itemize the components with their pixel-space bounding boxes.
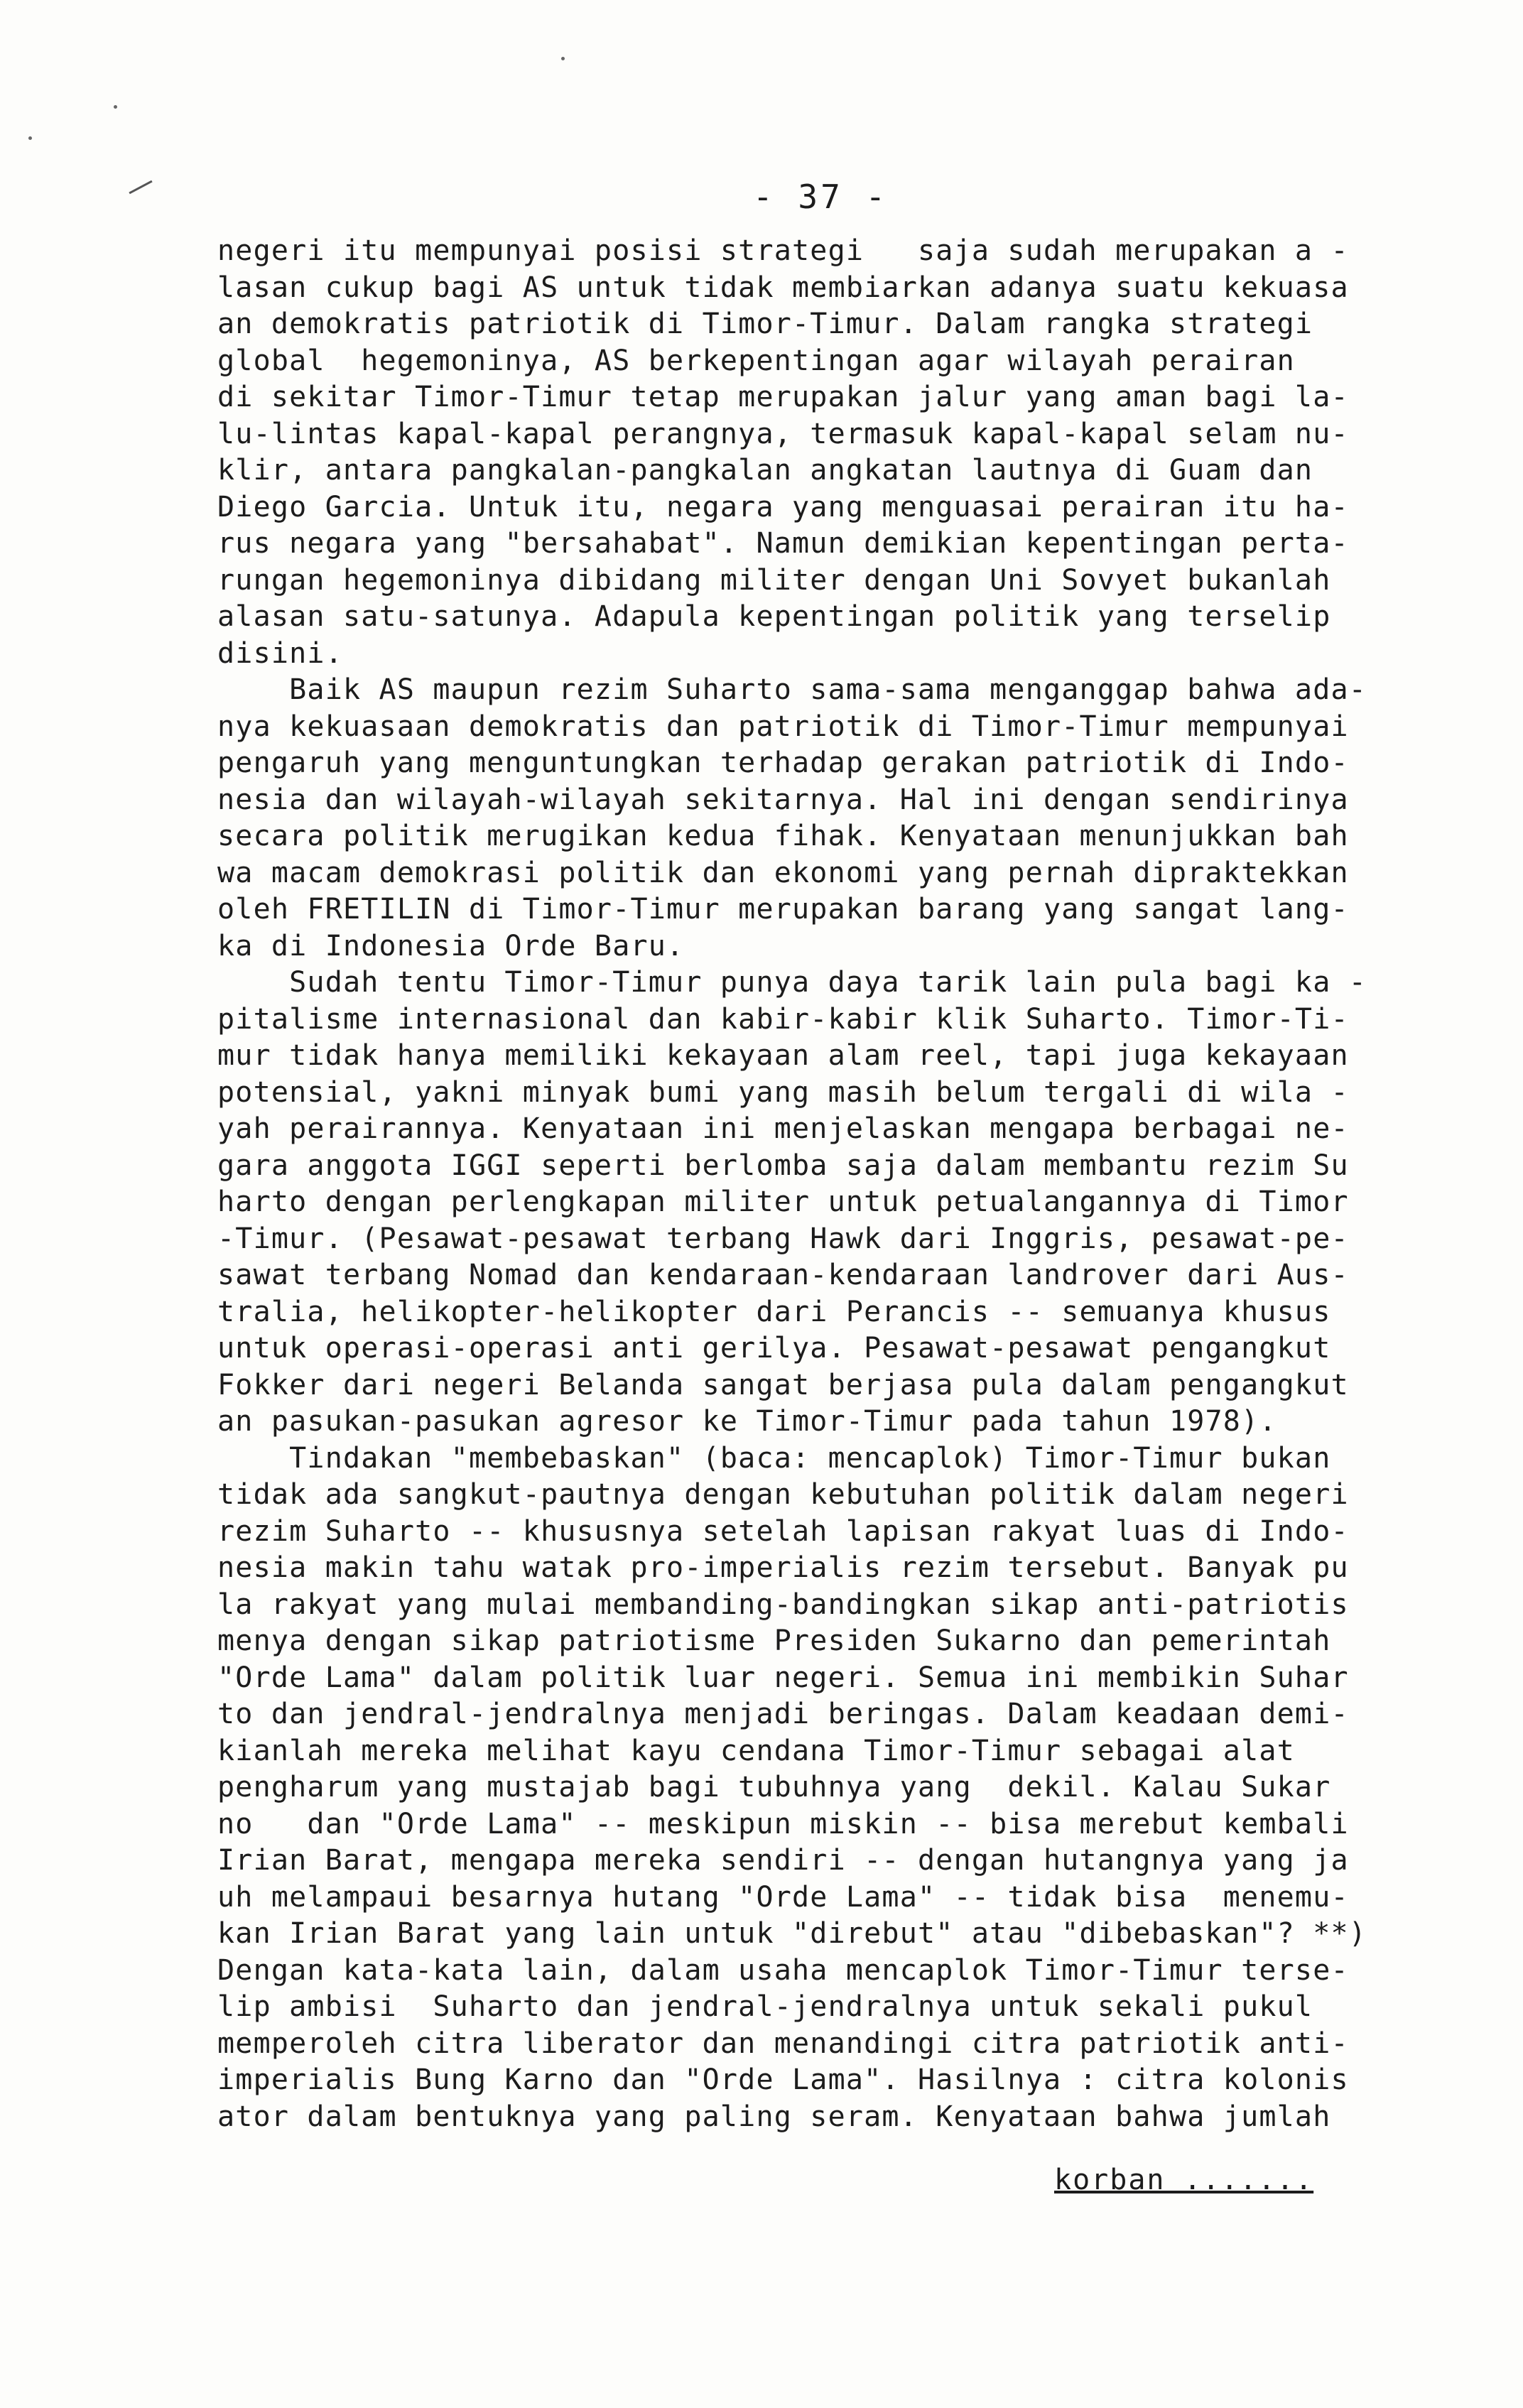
text-line: kan Irian Barat yang lain untuk "direbut" atau "dibebaskan"? **) bbox=[217, 1917, 1367, 1950]
text-line: tidak ada sangkut-pautnya dengan kebutuhan politik dalam negeri bbox=[217, 1478, 1349, 1511]
text-line: yah perairannya. Kenyataan ini menjelaskan mengapa berbagai ne- bbox=[217, 1112, 1349, 1145]
text-line: wa macam demokrasi politik dan ekonomi yang pernah dipraktekkan bbox=[217, 856, 1349, 889]
text-line: to dan jendral-jendralnya menjadi beringas. Dalam keadaan demi- bbox=[217, 1698, 1349, 1730]
text-line: oleh FRETILIN di Timor-Timur merupakan barang yang sangat lang- bbox=[217, 893, 1349, 926]
catchword: korban ....... bbox=[1054, 2164, 1314, 2196]
text-line: klir, antara pangkalan-pangkalan angkatan lautnya di Guam dan bbox=[217, 454, 1313, 487]
text-line: -Timur. (Pesawat-pesawat terbang Hawk dari Inggris, pesawat-pe- bbox=[217, 1222, 1349, 1255]
text-line: nya kekuasaan demokratis dan patriotik di Timor-Timur mempunyai bbox=[217, 710, 1349, 743]
text-line: Irian Barat, mengapa mereka sendiri -- dengan hutangnya yang ja bbox=[217, 1844, 1349, 1877]
scan-mark bbox=[129, 180, 152, 195]
text-line: di sekitar Timor-Timur tetap merupakan jalur yang aman bagi la- bbox=[217, 381, 1349, 413]
text-line: potensial, yakni minyak bumi yang masih belum tergali di wila - bbox=[217, 1075, 1349, 1109]
text-line: pengaruh yang menguntungkan terhadap gerakan patriotik di Indo- bbox=[217, 747, 1349, 779]
text-line: global hegemoninya, AS berkepentingan agar wilayah perairan bbox=[217, 344, 1295, 377]
text-line: menya dengan sikap patriotisme Presiden Sukarno dan pemerintah bbox=[217, 1625, 1331, 1657]
text-line: harto dengan perlengkapan militer untuk petualangannya di Timor bbox=[217, 1186, 1349, 1218]
scan-speck bbox=[561, 57, 565, 60]
text-line: Fokker dari negeri Belanda sangat berjasa pula dalam pengangkut bbox=[217, 1368, 1349, 1401]
text-line: la rakyat yang mulai membanding-bandingkan sikap anti-patriotis bbox=[217, 1588, 1349, 1621]
text-line: an pasukan-pasukan agresor ke Timor-Timur pada tahun 1978). bbox=[217, 1405, 1277, 1438]
scan-speck bbox=[114, 105, 117, 109]
text-line: disini. bbox=[217, 636, 343, 670]
text-line: alasan satu-satunya. Adapula kepentingan politik yang terselip bbox=[217, 600, 1331, 633]
text-line: ator dalam bentuknya yang paling seram. Kenyataan bahwa jumlah bbox=[217, 2100, 1331, 2133]
text-line: rus negara yang "bersahabat". Namun demikian kepentingan perta- bbox=[217, 527, 1349, 560]
text-line: "Orde Lama" dalam politik luar negeri. Semua ini membikin Suhar bbox=[217, 1661, 1349, 1694]
body-text bbox=[217, 233, 1382, 2135]
text-line: negeri itu mempunyai posisi strategi saja sudah merupakan a - bbox=[217, 234, 1349, 267]
text-line: lasan cukup bagi AS untuk tidak membiarkan adanya suatu kekuasa bbox=[217, 271, 1349, 304]
text-line: uh melampaui besarnya hutang "Orde Lama" -- tidak bisa menemu- bbox=[217, 1880, 1349, 1914]
text-line: mur tidak hanya memiliki kekayaan alam reel, tapi juga kekayaan bbox=[217, 1039, 1349, 1072]
text-line: rezim Suharto -- khususnya setelah lapisan rakyat luas di Indo- bbox=[217, 1514, 1349, 1548]
text-line: secara politik merugikan kedua fihak. Kenyataan menunjukkan bah bbox=[217, 820, 1349, 852]
text-line: an demokratis patriotik di Timor-Timur. Dalam rangka strategi bbox=[217, 308, 1313, 340]
text-line: sawat terbang Nomad dan kendaraan-kendaraan landrover dari Aus- bbox=[217, 1259, 1349, 1291]
text-line: lu-lintas kapal-kapal perangnya, termasuk kapal-kapal selam nu- bbox=[217, 417, 1349, 450]
text-line: Tindakan "membebaskan" (baca: mencaplok) Timor-Timur bukan bbox=[217, 1441, 1331, 1475]
scan-speck bbox=[28, 136, 32, 140]
text-line: pitalisme internasional dan kabir-kabir klik Suharto. Timor-Ti- bbox=[217, 1002, 1349, 1036]
text-line: Dengan kata-kata lain, dalam usaha mencaplok Timor-Timur terse- bbox=[217, 1953, 1349, 1987]
text-line: tralia, helikopter-helikopter dari Perancis -- semuanya khusus bbox=[217, 1295, 1331, 1328]
page-number: - 37 - bbox=[753, 178, 889, 216]
text-line: pengharum yang mustajab bagi tubuhnya yang dekil. Kalau Sukar bbox=[217, 1771, 1331, 1804]
text-line: Sudah tentu Timor-Timur punya daya tarik lain pula bagi ka - bbox=[217, 966, 1367, 999]
text-line: nesia makin tahu watak pro-imperialis rezim tersebut. Banyak pu bbox=[217, 1551, 1349, 1584]
text-line: lip ambisi Suharto dan jendral-jendralnya untuk sekali pukul bbox=[217, 1990, 1313, 2023]
text-line: gara anggota IGGI seperti berlomba saja dalam membantu rezim Su bbox=[217, 1149, 1349, 1182]
text-line: Diego Garcia. Untuk itu, negara yang menguasai perairan itu ha- bbox=[217, 490, 1349, 524]
text-line: rungan hegemoninya dibidang militer dengan Uni Sovyet bukanlah bbox=[217, 563, 1331, 597]
text-line: nesia dan wilayah-wilayah sekitarnya. Hal ini dengan sendirinya bbox=[217, 783, 1349, 816]
text-line: no dan "Orde Lama" -- meskipun miskin -- bisa merebut kembali bbox=[217, 1807, 1349, 1840]
text-line: ka di Indonesia Orde Baru. bbox=[217, 929, 685, 962]
text-line: untuk operasi-operasi anti gerilya. Pesawat-pesawat pengangkut bbox=[217, 1332, 1331, 1365]
text-line: Baik AS maupun rezim Suharto sama-sama menganggap bahwa ada- bbox=[217, 673, 1367, 706]
text-line: imperialis Bung Karno dan "Orde Lama". Hasilnya : citra kolonis bbox=[217, 2063, 1349, 2096]
text-line: kianlah mereka melihat kayu cendana Timor-Timur sebagai alat bbox=[217, 1734, 1295, 1767]
text-line: memperoleh citra liberator dan menandingi citra patriotik anti- bbox=[217, 2027, 1349, 2060]
